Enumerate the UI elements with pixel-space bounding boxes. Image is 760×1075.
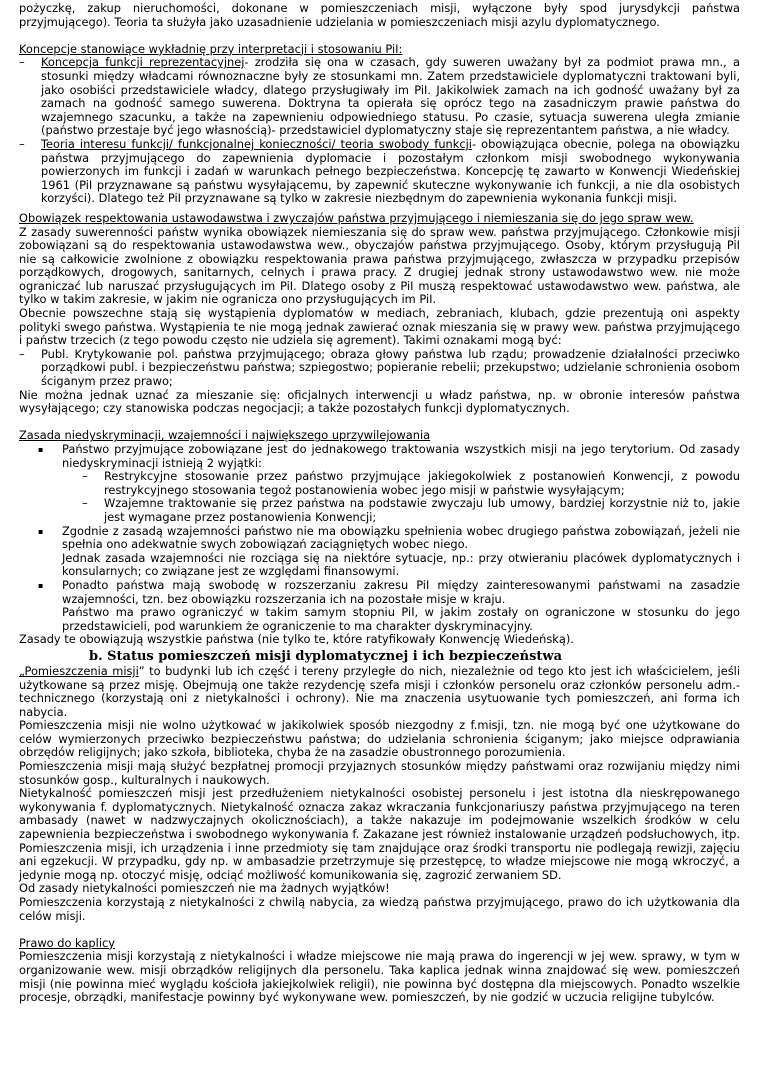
bullet-text: Ponadto państwa mają swobodę w rozszerzaniu zakresu PiI między zainteresowanymi państwami na zasadzie wzajemności, tzn. bez obowiązku rozszerzania ich na pozostałe misje w kraju. xyxy=(62,577,740,606)
spacer xyxy=(19,29,740,43)
section-heading-kaplica: Prawo do kaplicy xyxy=(19,935,115,950)
bullet-continuation: Jednak zasada wzajemności nie rozciąga się na niektóre sytuacje, np.: przy otwieraniu placówek dyplomatycznych i konsularnych; co związane jest ze względami finansowymi. xyxy=(62,550,740,579)
bullet-text: Zgodnie z zasadą wzajemności państwo nie ma obowiązku spełnienia wobec drugiego państwa zobowiązań, jeżeli nie spełnia ono adekwatnie swych zobowiązań zaciągniętych wobec niego. xyxy=(62,523,740,552)
dash-marker: – xyxy=(19,346,25,361)
square-bullet-icon: ▪ xyxy=(38,445,44,454)
paragraph: Nie można jednak uznać za mieszanie się: oficjalnych interwencji u władz państwa, np. w obronie interesów państwa wysyłającego; czy stanowiska podczas negocjacji; a także pozostałych funkcji dyplomatycznych. xyxy=(19,387,740,416)
sub-item-text: Wzajemne traktowanie się przez państwa na podstawie zwyczaju lub umowy, bardziej korzystnie niż to, jakie jest wymagane przez postanowienia Konwencji; xyxy=(104,496,740,524)
term-label: Koncepcja funkcji reprezentacyjnej xyxy=(41,55,245,70)
section-b-heading: b. Status pomieszczeń misji dyplomatycznej i ich bezpieczeństwa xyxy=(89,648,563,664)
term-label: „Pomieszczenia misji xyxy=(19,663,139,678)
section-heading-zasada: Zasada niedyskryminacji, wzajemności i największego uprzywilejowania xyxy=(19,428,431,443)
paragraph: Pomieszczenia korzystają z nietykalności z chwilą nabycia, za wiedzą państwa przyjmującego, prawo do ich użytkowania dla celów misji. xyxy=(19,895,740,923)
sub-item-text: Restrykcyjne stosowanie przez państwo przyjmujące jakiegokolwiek z postanowień Konwencji, z powodu restrykcyjnego stosowania tegoż postanowienia wobec jego misji w państwie wysyłającym; xyxy=(104,469,740,497)
dash-marker: – xyxy=(19,136,25,151)
section-heading-obowiazek: Obowiązek respektowania ustawodawstwa i zwyczajów państwa przyjmującego i niemieszania się do jego spraw wew. xyxy=(19,210,694,225)
term-label: Teoria interesu funkcji/ funkcjonalnej konieczności/ teoria swobody funkcji xyxy=(41,136,472,151)
term-text: - zrodziła się ona w czasach, gdy suweren uważany był za podmiot prawa mn., a stosunki między władcami równoznaczne były ze stosunkami mn. Zatem przedstawiciele dyplomatyczni traktowani byli, jako osobiści przedstawiciele władcy, dlatego przysługiwały im PiI. Jakikolwiek zamach na ich godność uważany był za zamach na godność samego suwerena. Doktryna ta opierała się oprócz tego na zasadniczym prawie państwa do wzajemnego szacunku, a także na zapewnieniu odpowiedniego statusu. Po czasie, sytuacja suwerena uległa zmianie (państwo przestaje być jego własnością)- przedstawiciel dyplomatyczny staje się reprezentantem państwa, a nie władcy. xyxy=(41,55,740,138)
list-item xyxy=(19,56,740,138)
spacer xyxy=(19,416,740,430)
square-bullet-icon: ▪ xyxy=(38,580,44,590)
sub-list-item xyxy=(19,497,740,524)
bullet-item xyxy=(19,579,740,606)
bullet-item xyxy=(19,443,740,470)
dash-marker: – xyxy=(19,55,25,70)
dash-marker: – xyxy=(82,496,88,511)
paragraph: Pomieszczenia misji nie wolno użytkować w jakikolwiek sposób niezgodny z f.misji, tzn. nie mogą być one użytkowane do celów wymierzonych przeciwko bezpieczeństwu państwa; do udzielania schronienia ściganym; jako miejsce odprawiania obrzędów religijnych; jako szkoła, biblioteka, chyba że na zasadzie obustronnego porozumienia. xyxy=(19,718,740,760)
list-item xyxy=(19,348,740,389)
sub-list-item xyxy=(19,470,740,497)
paragraph: Pomieszczenia misji mają służyć bezpłatnej promocji przyjaznych stosunków między państwami oraz rozwijaniu między nimi stosunków gosp., kulturalnych i naukowych. xyxy=(19,759,740,787)
paragraph: Pomieszczenia misji korzystają z nietykalności i władze miejscowe nie mają prawa do ingerencji w jej wew. sprawy, w tym w organizowanie wew. misji obrządków religijnych dla personelu. Taka kaplica jednak winna znajdować się wew. pomieszczeń misji (nie powinna mieć wyglądu kościoła jakiejkolwiek religii), nie powinna być dostępna dla miejscowych. Ponadto wszelkie procesje, obrządki, manifestacje powinny być wykonywane wew. pomieszczeń, by nie godzić w uczucia religijne tubylców. xyxy=(19,949,740,1005)
term-text: - obowiązująca obecnie, polega na obowiązku państwa przyjmującego do zapewnienia dyplomacie i pozostałym członkom misji swobodnego wykonywania powierzonych im funkcji i zadań w warunkach pełnego bezpieczeństwa. Koncepcję tę zawarto w Konwencji Wiedeńskiej 1961 (PiI przyznawane są państwu wysyłającemu, by zapewnić skuteczne wykonywanie ich funkcji, a nie dla osobistych korzyści). Dlatego też PiI przyznawane są tylko w zakresie niezbędnym do zapewnienia wykonania funkcji misji. xyxy=(41,136,740,206)
intro-paragraph: pożyczkę, zakup nieruchomości, dokonane w pomieszczeniach misji, wyłączone były spod jurysdykcji państwa przyjmującego). Teoria ta służyła jako uzasadnienie udzielania w pomieszczeniach misji azylu dyplomatycznego. xyxy=(19,1,740,29)
spacer xyxy=(19,923,740,937)
paragraph: Obecnie powszechne stają się wystąpienia dyplomatów w mediach, zebraniach, klubach, gdzie prezentują oni aspekty polityki swego państwa. Wystąpienia te nie mogą jednak zawierać oznak mieszania się w prawy wew. państwa przyjmującego i państw trzecich (z tego powodu często nie udziela się agrement). Takimi oznakami mogą być: xyxy=(19,306,740,348)
paragraph: Nietykalność pomieszczeń misji jest przedłużeniem nietykalności osobistej personelu i jest istotna dla nieskrępowanego wykonywania f. dyplomatycznych. Nietykalność oznacza zakaz wkraczania funkcjonariuszy państwa przyjmującego na teren ambasady (nawet w nadzwyczajnych okolicznościach), a także nakazuje im podejmowanie wszelkich środków w celu zapewnienia bezpieczeństwa i swobodnego wykonywania f. Zakazane jest również instalowanie urządzeń podsłuchowych, itp. Pomieszczenia misji, ich urządzenia i inne przedmioty się tam znajdujące oraz środki transportu nie podlegają rewizji, zajęciu ani egzekucji. W przypadku, gdy np. w ambasadzie przetrzymuje się przestępcę, to władze miejscowe nie mogą wkroczyć, a jedynie mogą np. otoczyć misję, odciąć możliwość komunikowania się, zagrozić zerwaniem SD. xyxy=(19,786,740,882)
paragraph: Z zasady suwerenności państw wynika obowiązek niemieszania się do spraw wew. państwa przyjmującego. Członkowie misji zobowiązani są do respektowania ustawodawstwa wew., obyczajów państwa przyjmującego. Osoby, którym przysługują PiI nie są całkowicie zwolnione z obowiązku respektowania prawa państwa przyjmującego, zwłaszcza w przypadku przepisów porządkowych, drogowych, sanitarnych, celnych i prawa pracy. Z drugiej jednak strony ustawodawstwo wew. nie może ograniczać lub naruszać przysługujących im PiI. Dlatego osoby z PiI muszą respektować ustawodawstwo wew. państwa, ale tylko w takim zakresie, w jakim nie ogranicza ono przysługujących im PiI. xyxy=(19,224,740,307)
paragraph: Od zasady nietykalności pomieszczeń nie ma żadnych wyjątków! xyxy=(19,881,390,896)
dash-marker: – xyxy=(82,469,88,484)
bullet-item xyxy=(19,525,740,552)
list-item-text: Publ. Krytykowanie pol. państwa przyjmującego; obraza głowy państwa lub rządu; prowadzenie działalności przeciwko porządkowi publ. i bezpieczeństwu państwa; szpiegostwo; popieranie rebelii; przekupstwo; udzielanie schronienia osobom ściganym przez prawo; xyxy=(41,346,740,389)
section-heading-koncepcje: Koncepcje stanowiące wykładnię przy interpretacji i stosowaniu PiI: xyxy=(19,41,403,56)
bullet-text: Państwo przyjmujące zobowiązane jest do jednakowego traktowania wszystkich misji na jego terytorium. Od zasady niedyskryminacji istnieją 2 wyjątki: xyxy=(62,442,740,470)
square-bullet-icon: ▪ xyxy=(38,526,44,536)
paragraph: Zasady te obowiązują wszystkie państwa (nie tylko te, które ratyfikowały Konwencję Wiedeńską). xyxy=(19,632,574,647)
list-item xyxy=(19,138,740,206)
bullet-continuation: Państwo ma prawo ograniczyć w takim samym stopniu PiI, w jakim zostały on ograniczone w stosunku do jego przedstawicieli, pod warunkiem że ograniczenie to ma charakter dyskryminacyjny. xyxy=(62,605,740,633)
paragraph: „Pomieszczenia misji” to budynki lub ich część i tereny przyległe do nich, niezależnie od tego kto jest ich właścicielem, jeśli użytkowane są przez misję. Obejmują one także rezydencję szefa misji i członków personelu oraz członków personelu adm.-technicznego (korzystają oni z nietykalności i ochrony). Nie ma znaczenia usytuowanie tych pomieszczeń, ani forma ich nabycia. xyxy=(19,663,740,719)
